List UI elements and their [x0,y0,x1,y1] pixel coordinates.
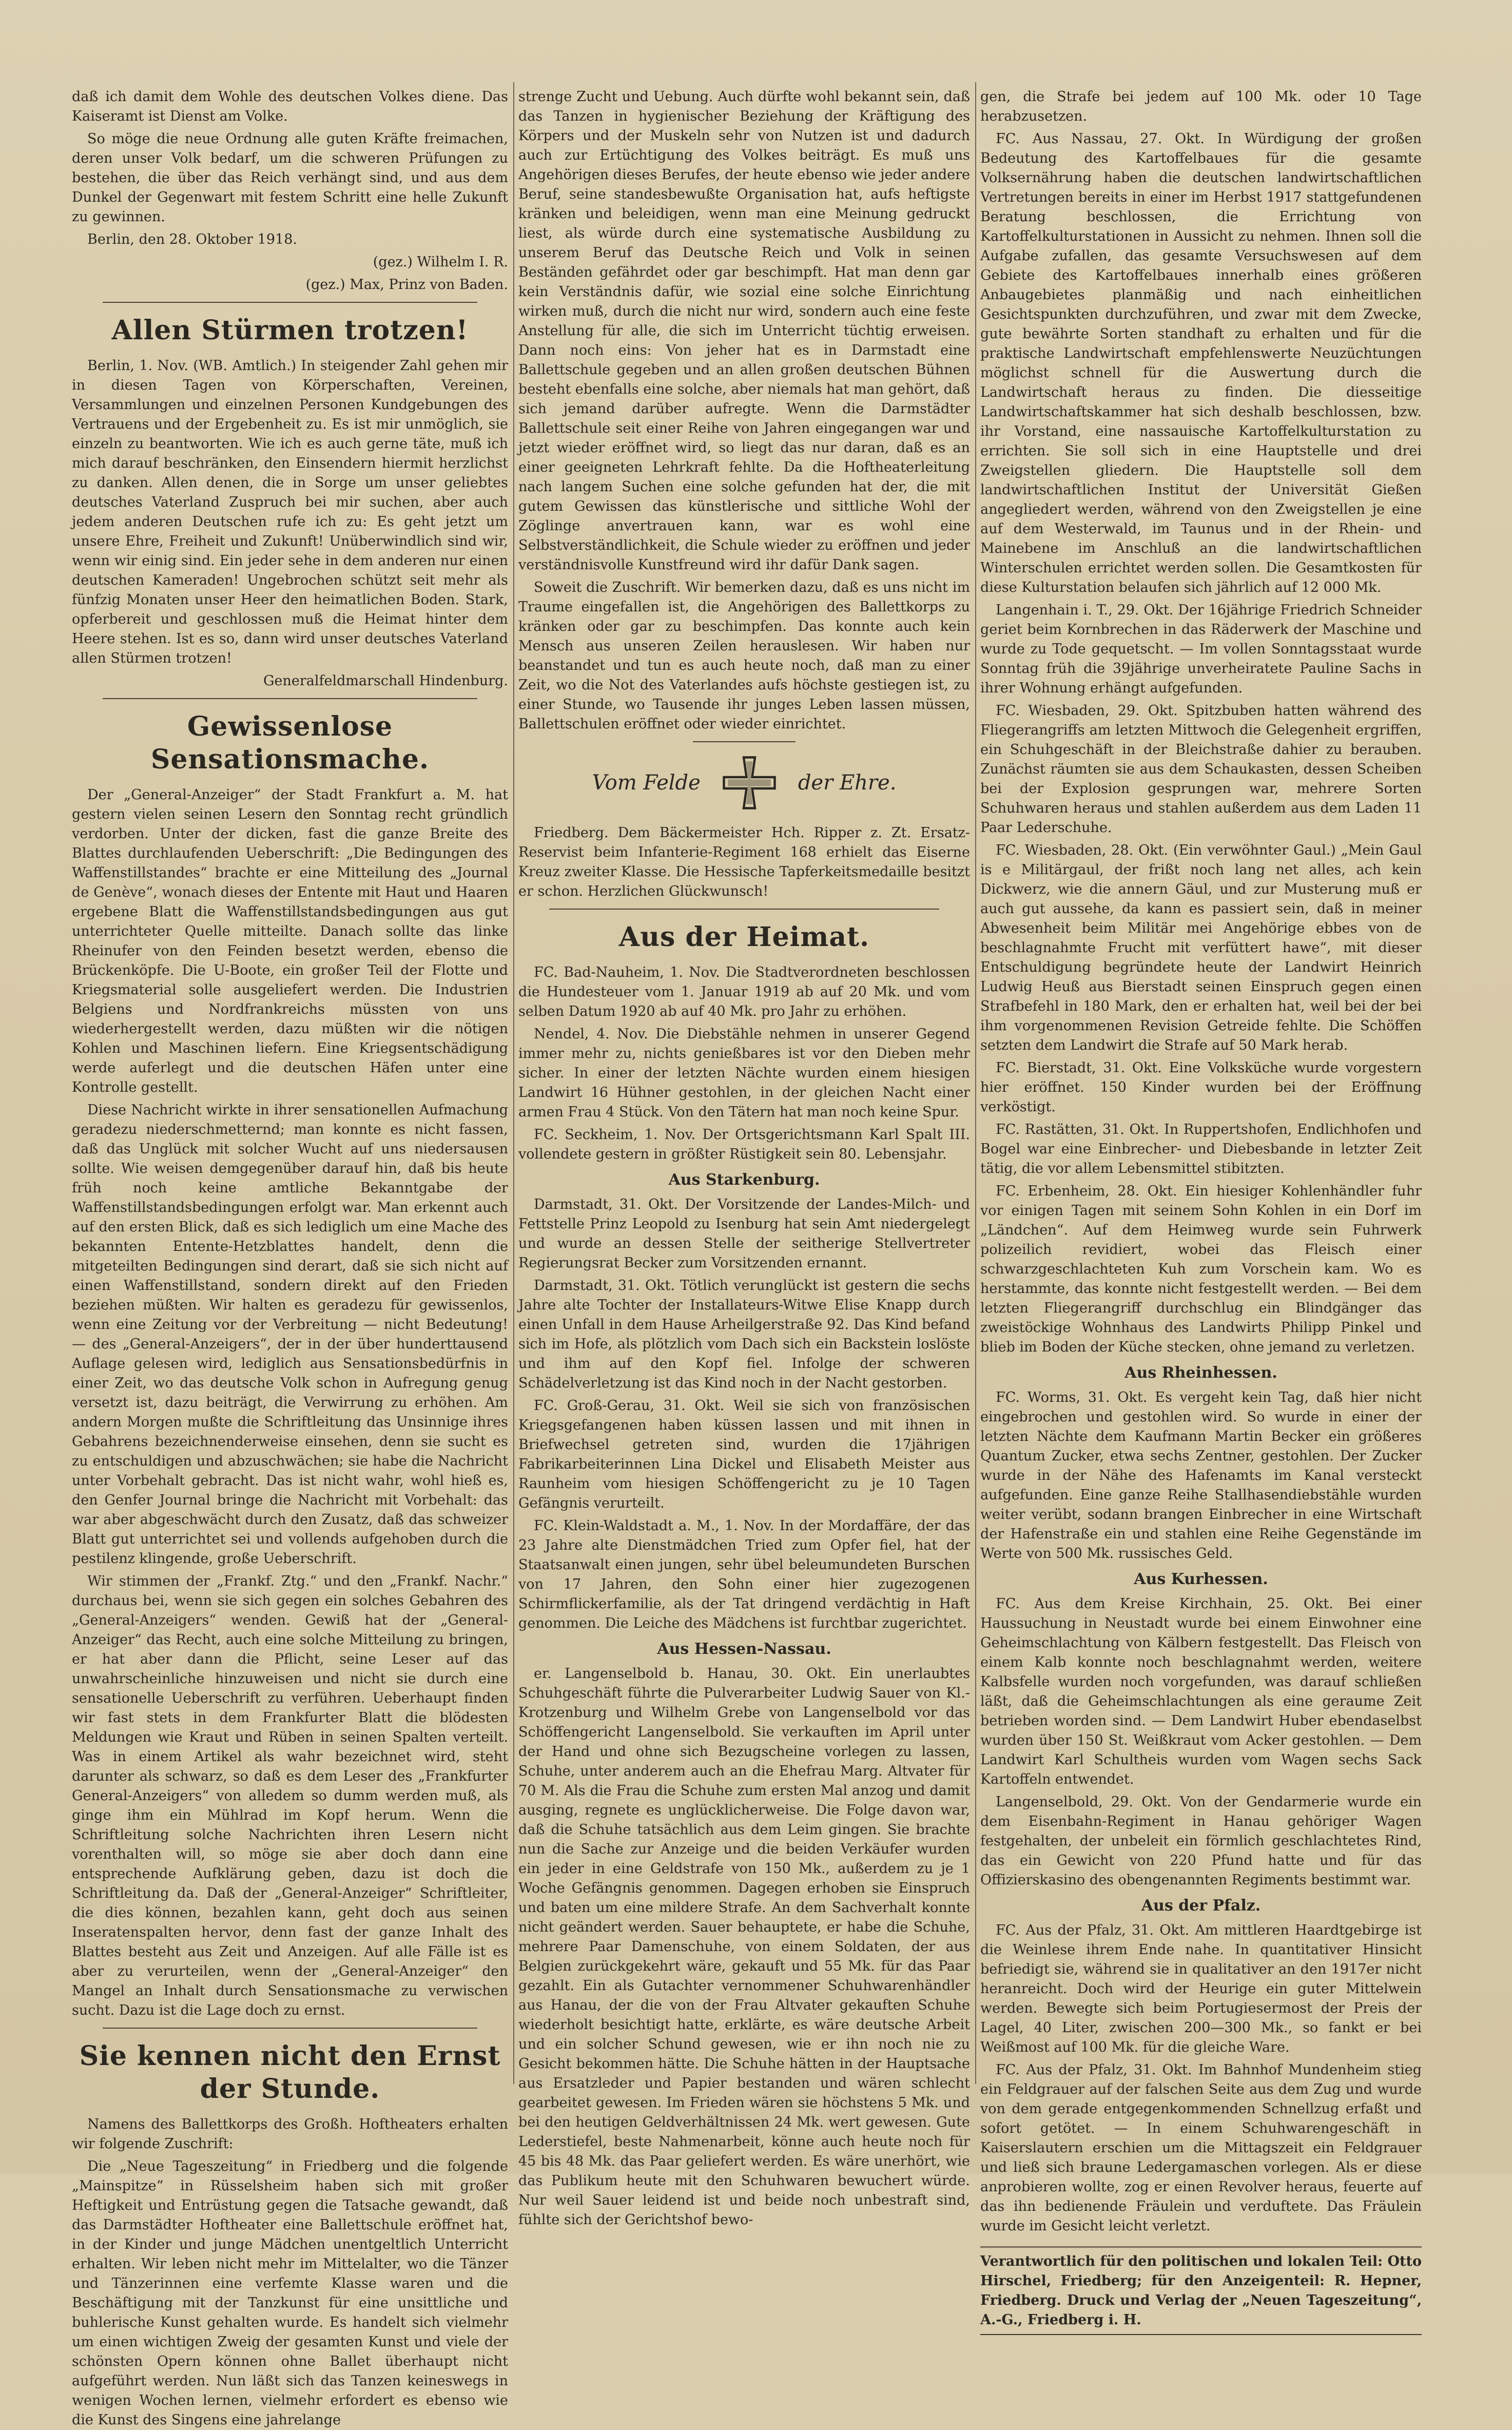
divider [103,302,477,303]
news-item: Darmstadt, 31. Okt. Der Vorsitzende der Landes-Milch- und Fettstelle Prinz Leopold zu Isenburg hat sein Amt niedergelegt und wurde an dessen Stelle der seitherige Stellvertreter Regierungsrat Becker zum Vorsitzenden ernannt. [518,1197,970,1271]
proclamation-text: So möge die neue Ordnung alle guten Kräfte freimachen, deren unser Volk bedarf, um die schweren Prüfungen zu bestehen, die über das Reich verhängt sind, und aus dem Dunkel der Gegenwart mit festem Schritt eine helle Zukunft zu gewinnen. [72,131,508,225]
divider [549,909,939,910]
news-item: er. Langenselbold b. Hanau, 30. Okt. Ein unerlaubtes Schuhgeschäft führte die Pulverarbeiter Ludwig Sauer von Kl.-Krotzenburg und Wilhelm Grebe von Langenselbold vor das Schöffengericht Langenselbold. Sie verkauften im April unter der Hand und ohne sich Bezugscheine vorlegen zu lassen, Schuhe, unter anderem auch an die Ehefrau Marg. Altvater für 70 M. Als die Frau die Schuhe zum ersten Mal anzog und damit ausging, regnete es unglücklicherweise. Die Folge davon war, daß die Schuhe tatsächlich aus dem Leim gingen. Sie brachte nun die Sache zur Anzeige und die beiden Verkäufer wurden ein jeder in eine Geldstrafe von 150 Mk., außerdem zu je 1 Woche Gefängnis genommen. Dagegen erhoben sie Einspruch und baten um eine mildere Strafe. An dem Sachverhalt konnte nicht geändert werden. Sauer behauptete, er habe die Schuhe, mehrere Paar Damenschuhe, von einem Soldaten, der aus Belgien zurückgekehrt wäre, gekauft und 55 Mk. für das Paar gezahlt. Ein als Gutachter vernommener Schuhwarenhändler aus Hanau, der die von der Frau Altvater gekauften Schuhe wiederholt besichtigt hatte, erklärte, es wäre deutsche Arbeit und ein solcher Schund gewesen, wie er ihn noch nie zu Gesicht bekommen hätte. Die Schuhe hätten in der Hauptsache aus Ersatzleder und Papier bestanden und wären schlecht gearbeitet gewesen. Im Frieden wären sie höchstens 5 Mk. und bei den heutigen Geldverhältnissen 24 Mk. wert gewesen. Gute Lederstiefel, beste Nahmenarbeit, könne auch heute noch für 45 bis 48 Mk. das Paar geliefert werden. Es wäre unerhört, wie das Publikum heute mit den Schuhwaren bewuchert würde. Nur weil Sauer leidend ist und beide noch unbestraft sind, fühlte sich der Gerichtshof bewo- [518,1666,970,2228]
news-item: gen, die Strafe bei jedem auf 100 Mk. oder 10 Tage herabzusetzen. [980,89,1422,124]
dateline: Berlin, den 28. Oktober 1918. [87,232,297,247]
imprint: Verantwortlich für den politischen und lokalen Teil: Otto Hirschel, Friedberg; für den Anzeigenteil: R. Hepner, Friedberg. Druck und Verlag der „Neuen Tageszeitung“, A.-G., Friedberg i. H. [980,2246,1422,2335]
headline-sensationsmache: Gewissenlose Sensationsmache. [150,711,430,775]
news-item: FC. Bierstadt, 31. Okt. Eine Volksküche wurde vorgestern hier eröffnet. 150 Kinder wurden bei der Eröffnung verköstigt. [980,1060,1422,1115]
news-item: FC. Worms, 31. Okt. Es vergeht kein Tag, daß hier nicht eingebrochen und gestohlen wird. So wurde in einer der letzten Nächte dem Kaufmann Martin Becker ein größeres Quantum Zucker, etwa sechs Zentner, gestohlen. Der Zucker wurde in der Nähe des Hafenamts im Kanal versteckt aufgefunden. Eine ganze Reihe Stallhasendiebstähle wurden weiter verübt, sodann brangen Einbrecher in eine Wirtschaft der Hafenstraße ein und stahlen eine Reihe Gegenstände im Werte von 500 Mk. russisches Geld. [980,1390,1422,1561]
news-item: FC. Aus dem Kreise Kirchhain, 25. Okt. Bei einer Haussuchung in Neustadt wurde bei einem Einwohner eine Geheimschlachtung von Kälbern festgestellt. Das Fleisch von einem Kalb konnte noch beschlagnahmt werden, weitere Kalbsfelle wurden noch vorgefunden, was darauf schließen läßt, daß die Geheimschlachtungen als eine geraume Zeit betrieben worden sind. — Dem Landwirt Huber ebendaselbst wurden über 150 St. Weißkraut vom Acker gestohlen. — Dem Landwirt Karl Schultheis wurden vom Wagen sechs Sack Kartoffeln entwendet. [980,1596,1422,1787]
column-divider [513,82,514,2084]
section-header-ehre [518,755,970,811]
divider [693,741,796,742]
news-item: FC. Aus der Pfalz, 31. Okt. Im Bahnhof Mundenheim stieg ein Feldgrauer auf der falschen Seite aus dem Zug und wurde von dem gerade entgegenkommenden Schnellzug erfaßt und sofort getötet. — In einem Schuhwarengeschäft in Kaiserslautern erschien um die Mittagszeit ein Feldgrauer und ließ sich braune Ledergamaschen vorlegen. Als er diese anprobieren wollte, zog er einen Revolver heraus, feuerte auf das ihn bedienende Fräulein und verduftete. Das Fräulein wurde im Gesicht leicht verletzt. [980,2062,1422,2234]
column-divider [975,82,976,2084]
news-item: Nendel, 4. Nov. Die Diebstähle nehmen in unserer Gegend immer mehr zu, nichts genießbares ist vor den Dieben mehr sicher. In einer der letzten Nächte wurden einem hiesigen Landwirt 16 Hühner gestohlen, in der gleichen Nacht einer armen Frau 4 Stück. Von den Tätern hat man noch keine Spur. [518,1026,970,1120]
section-title-part: der Ehre. [798,771,897,795]
proclamation-text: daß ich damit dem Wohle des deutschen Volkes diene. Das Kaiseramt ist Dienst am Volke. [72,89,508,124]
subheading: Aus Kurhessen. [1134,1570,1268,1588]
subheading: Aus der Pfalz. [1141,1897,1261,1915]
subheading: Aus Hessen-Nassau. [657,1640,831,1658]
news-item: FC. Bad-Nauheim, 1. Nov. Die Stadtverordneten beschlossen die Hundesteuer vom 1. Januar 1919 ab auf 20 Mk. und vom selben Datum 1920 ab auf 40 Mk. pro Jahr zu erhöhen. [518,965,970,1019]
news-item: FC. Rastätten, 31. Okt. In Ruppertshofen, Endlichhofen und Bogel war eine Einbrecher- und Diebesbande in letzter Zeit tätig, die vor allem Lebensmittel stibitzten. [980,1122,1422,1177]
article-text: Soweit die Zuschrift. Wir bemerken dazu, daß es uns nicht im Traume eingefallen ist, die Angehörigen des Ballettkorps zu kränken oder gar zu beschimpfen. Das konnte auch kein Mensch aus unseren Zeilen herauslesen. Wir haben nur beanstandet und tun es auch heute noch, daß man zu einer Zeit, wo die Not des Vaterlandes aufs höchste gestiegen ist, zu einer Stunde, wo Tausende ihr junges Leben lassen müssen, Ballettschulen eröffnet oder wieder einrichtet. [518,580,970,732]
divider [103,698,477,699]
article-text: Diese Nachricht wirkte in ihrer sensationellen Aufmachung geradezu niederschmetternd; man konnte es nicht fassen, daß das Unglück mit solcher Wucht auf uns niedersausen sollte. Wie weisen demgegenüber darauf hin, daß bis heute früh noch keine amtliche Bekanntgabe der Waffenstillstandsbedingungen erfolgt war. Man erkennt auch auf den ersten Blick, daß es sich lediglich um eine Mache des bekannten Entente-Hetzblattes handelt, denn die mitgeteilten Bedingungen sind derart, daß sie sich nicht auf einen Waffenstillstand, sondern direkt auf den Frieden beziehen müßten. Wir halten es geradezu für gewissenlos, wenn eine Zeitung vor der Verbreitung — nicht Bedeutung! — des „General-Anzeigers“, der in der über hunderttausend Auflage gelesen wird, lediglich aus Sensationsbedürfnis in einer Zeit, wo das deutsche Volk schon in Aufregung genug versetzt ist, dazu beiträgt, die Verwirrung zu erhöhen. Am andern Morgen mußte die Schriftleitung das Unsinnige ihres Gebahrens bezeichnenderweise einsehen, denn sie sucht es zu entschuldigen und abzuschwächen; sie habe die Nachricht unter Vorbehalt gebracht. Das ist nicht wahr, wohl hieß es, den Genfer Journal bringe die Nachricht mit Vorbehalt: das war aber abgeschwächt durch den Zusatz, daß das schweizer Blatt gut unterrichtet sei und vollends aufgehoben durch die pestilenz klingende, große Ueberschrift. [72,1102,508,1567]
news-item: Darmstadt, 31. Okt. Tötlich verunglückt ist gestern die sechs Jahre alte Tochter der Installateurs-Witwe Elise Knapp durch einen Unfall in dem Hause Arheilgerstraße 92. Das Kind befand sich im Hofe, als plötzlich vom Dach sich ein Backstein loslöste und ihm auf den Kopf fiel. Infolge der schweren Schädelverletzung ist das Kind noch in der Nacht gestorben. [518,1278,970,1391]
news-item: FC. Klein-Waldstadt a. M., 1. Nov. In der Mordaffäre, der das 23 Jahre alte Dienstmädchen Tried zum Opfer fiel, hat der Staatsanwalt einen jungen, sehr übel beleumundeten Burschen von 17 Jahren, den Sohn einer hier zugezogenen Schirmflickerfamilie, als der Tat dringend verdächtig in Haft genommen. Die Leiche des Mädchens ist furchtbar zugerichtet. [518,1518,970,1631]
article-text: Namens des Ballettkorps des Großh. Hoftheaters erhalten wir folgende Zuschrift: [72,2116,508,2152]
headline-heimat: Aus der Heimat. [618,921,870,953]
article-text: strenge Zucht und Uebung. Auch dürfte wohl bekannt sein, daß das Tanzen in hygienischer Beziehung der Kräftigung des Körpers und der Muskeln sehr von Nutzen ist und dadurch auch zur Ertüchtigung des Volkes beiträgt. Es muß uns Angehörigen dieses Berufes, der heute ebenso wie jeder andere Beruf, seine standesbewußte Organisation hat, aufs heftigste kränken und beleidigen, wenn man eine Meinung gedruckt liest, als würde durch eine systematische Ausbildung zu unserem Beruf das Deutsche Reich und Volk in seinen Beständen gefährdet oder gar beschimpft. Hat man denn gar kein Verständnis dafür, wie sozial eine solche Einrichtung wirken muß, durch die nicht nur wird, sondern auch eine feste Anstellung für alle, die sich im Unterricht tüchtig erweisen. Dann noch eins: Von jeher hat es in Darmstadt eine Ballettschule gegeben und an allen großen deutschen Bühnen besteht ebenfalls eine solche, aber niemals hat man gehört, daß sich jemand darüber aufregte. Wenn die Darmstädter Ballettschule seit einer Reihe von Jahren eingegangen war und jetzt wieder eröffnet wird, so liegt das nur daran, daß es an einer geeigneten Lehrkraft fehlte. Da die Hoftheaterleitung nach langem Suchen eine solche gefunden hat der, die mit gutem Gewissen das künstlerische und sittliche Wohl der Zöglinge anvertrauen kann, war es wohl eine Selbstverständlichkeit, die Schule wieder zu eröffnen und jeder verständnisvolle Kunstfreund wird ihr dafür Dank sagen. [518,89,970,573]
divider [103,2028,477,2029]
signature: (gez.) Max, Prinz von Baden. [305,277,508,293]
news-item: Langenselbold, 29. Okt. Von der Gendarmerie wurde ein dem Eisenbahn-Regiment in Hanau gehöriger Wagen festgehalten, der unbeleit ein förmlich geschlachtetes Rind, das ein Gewicht von 220 Pfund hatte und für das Offizierskasino des obengenannten Regiments bestimmt war. [980,1794,1422,1888]
signature: Generalfeldmarschall Hindenburg. [263,673,508,689]
article-text: Friedberg. Dem Bäckermeister Hch. Ripper z. Zt. Ersatz-Reservist beim Infanterie-Regiment 168 erhielt das Eiserne Kreuz zweiter Klasse. Die Hessische Tapferkeitsmedaille besitzt er schon. Herzlichen Glückwunsch! [518,825,970,899]
subheading: Aus Rheinhessen. [1125,1364,1277,1382]
iron-cross-icon [721,755,778,811]
headline-hindenburg: Allen Stürmen trotzen! [111,315,469,346]
signature: (gez.) Wilhelm I. R. [373,254,508,270]
subheading: Aus Starkenburg. [668,1171,820,1189]
news-item: FC. Seckheim, 1. Nov. Der Ortsgerichtsmann Karl Spalt III. vollendete gestern in größter Rüstigkeit sein 80. Lebensjahr. [518,1127,970,1162]
column-right [980,87,1422,2328]
news-item: FC. Aus der Pfalz, 31. Okt. Am mittleren Haardtgebirge ist die Weinlese ihrem Ende nahe. In quantitativer Hinsicht befriedigt sie, während sie in qualitativer an den 1917er nicht heranreicht. Doch wird der Heurige ein guter Mittelwein werden. Bewegte sich beim Portugiesermost der Preis der Lagel, 40 Liter, zwischen 200—300 Mk., so fankt er bei Weißmost auf 100 Mk. für die gleiche Ware. [980,1922,1422,2055]
article-text: Wir stimmen der „Frankf. Ztg.“ und den „Frankf. Nachr.“ durchaus bei, wenn sie sich gegen ein solches Gebahren des „General-Anzeigers“ wenden. Gewiß hat der „General-Anzeiger“ das Recht, auch eine solche Mitteilung zu bringen, er hat aber dann die Pflicht, seine Leser auf das unwahrscheinliche hinzuweisen und nicht sie durch eine sensationelle Ueberschrift zu verführen. Ueberhaupt finden wir fast stets in dem Frankfurter Blatt die blödesten Meldungen wie Kraut und Rüben in seinen Spalten verteilt. Was in einem Artikel als wahr bezeichnet wird, steht darunter als schwarz, so daß es dem Leser des „Frankfurter General-Anzeigers“ von alledem so dumm werden muß, als ginge ihm ein Mühlrad im Kopf herum. Wenn die Schriftleitung solche Nachrichten ihren Lesern nicht vorenthalten will, so möge sie aber doch dann eine entsprechende Aufklärung geben, dazu ist doch die Schriftleitung da. Daß der „General-Anzeiger“ Schriftleiter, die dies können, bezahlen kann, geht doch aus seinen Inseratenspalten hervor, denn fast der ganze Inhalt des Blattes besteht aus Zeit und Anzeigen. Auf alle Fälle ist es aber zu verurteilen, wenn der „General-Anzeiger“ den Mangel an Inhalt durch Sensationsmache zu verwischen sucht. Dazu ist die Lage doch zu ernst. [72,1573,508,2018]
news-item: FC. Groß-Gerau, 31. Okt. Weil sie sich von französischen Kriegsgefangenen haben küssen lassen und mit ihnen in Briefwechsel getreten sind, wurden die 17jährigen Fabrikarbeiterinnen Lina Dickel und Elisabeth Meister aus Raunheim vom hiesigen Schöffengericht zu je 10 Tagen Gefängnis verurteilt. [518,1398,970,1511]
news-item: FC. Wiesbaden, 28. Okt. (Ein verwöhnter Gaul.) „Mein Gaul is e Militärgaul, der frißt noch lang net alles, ach kein Dickwerz, wie die annern Gäul, und zur Musterung muß er auch gut aussehe, da kann es passiert sein, daß in meiner Abwesenheit beim Militär mei Angehörige ebbes von de beschlagnahmte Frucht mit verfüttert hawe“, mit dieser Entschuldigung begründete heute der Landwirt Heinrich Ludwig Heuß aus Bierstadt seinen Einspruch gegen einen Strafbefehl in 180 Mark, den er erhalten hat, weil bei der bei ihm vorgenommenen Revision Getreide fehlte. Die Schöffen setzten dem Landwirt die Strafe auf 50 Mark herab. [980,842,1422,1053]
article-text: Berlin, 1. Nov. (WB. Amtlich.) In steigender Zahl gehen mir in diesen Tagen von Körperschaften, Vereinen, Versammlungen und einzelnen Personen Kundgebungen des Vertrauens und der Ergebenheit zu. Es ist mir unmöglich, sie einzeln zu beantworten. Wie ich es auch gerne täte, muß ich mich darauf beschränken, den Einsendern hiermit herzlichst zu danken. Allen denen, die in Sorge um unser geliebtes deutsches Vaterland Zuspruch bei mir suchen, aber auch jedem anderen Deutschen rufe ich zu: Es geht jetzt um unsere Ehre, Freiheit und Zukunft! Unüberwindlich sind wir, wenn wir einig sind. Ein jeder sehe in dem anderen nur einen deutschen Kameraden! Ungebrochen schützt seit mehr als fünfzig Monaten unser Heer den heimatlichen Boden. Stark, opferbereit und geschlossen muß die Heimat hinter dem Heere stehen. Ist es so, dann wird unser deutsches Vaterland allen Stürmen trotzen! [72,358,508,666]
news-item: FC. Wiesbaden, 29. Okt. Spitzbuben hatten während des Fliegerangriffs am letzten Mittwoch die Gelegenheit ergriffen, ein Schuhgeschäft in der Bleichstraße dahier zu berauben. Zunächst räumten sie aus dem Schaukasten, dessen Scheiben bei der Explosion gesprungen war, mehrere Sorten Schuhwaren heraus und stahlen außerdem aus dem Laden 11 Paar Lederschuhe. [980,703,1422,836]
headline-ernst-der-stunde: Sie kennen nicht den Ernst der Stunde. [79,2040,501,2105]
column-middle [518,87,970,2228]
news-item: FC. Erbenheim, 28. Okt. Ein hiesiger Kohlenhändler fuhr vor einigen Tagen mit seinem Sohn Kohlen in ein Dorf im „Ländchen“. Auf dem Heimweg wurde sein Fuhrwerk polizeilich revidiert, wobei das Fleisch einer schwarzgeschlachteten Kuh zum Vorschein kam. Wo es herstammte, das konnte nicht festgestellt werden. — Bei dem letzten Fliegerangriff durchschlug ein Blindgänger das zweistöckige Wohnhaus des Landwirts Philipp Pinkel und blieb im Boden der Küche stecken, ohne jemand zu verletzen. [980,1183,1422,1355]
article-text: Die „Neue Tageszeitung“ in Friedberg und die folgende „Mainspitze“ in Rüsselsheim haben sich mit großer Heftigkeit und Entrüstung gegen die Tatsache gewandt, daß das Darmstädter Hoftheater eine Ballettschule eröffnet hat, in der Kinder und junge Mädchen unentgeltlich Unterricht erhalten. Wir leben nicht mehr im Mittelalter, wo die Tänzer und Tänzerinnen eine verfemte Klasse waren und die Beschäftigung mit der Tanzkunst für eine unsittliche und buhlerische Kunst gehalten wurde. Es handelt sich vielmehr um einen wichtigen Zweig der gesamten Kunst und viele der schönsten Opern können ohne Ballet überhaupt nicht aufgeführt werden. Nun läßt sich das Tanzen keineswegs in wenigen Wochen lernen, vielmehr erfordert es ebenso wie die Kunst des Singens eine jahrelange [72,2158,508,2428]
article-text: Der „General-Anzeiger“ der Stadt Frankfurt a. M. hat gestern vielen seinen Lesern den Sonntag recht gründlich verdorben. Unter der dicken, fast die ganze Breite des Blattes durchlaufenden Ueberschrift: „Die Bedingungen des Waffenstillstandes“ brachte er eine Mitteilung des „Journal de Genève“, wonach dieses der Entente mit Haut und Haaren ergebene Blatt die Waffenstillstandsbedingungen aus gut unterrichteter Quelle mitteilte. Danach sollte das linke Rheinufer von den Feinden besetzt werden, ebenso die Brückenköpfe. Die U-Boote, ein großer Teil der Flotte und Kriegsmaterial solle ausgeliefert werden. Die Industrien Belgiens und Nordfrankreichs müssten von uns wiederhergestellt werden, dazu müßten wir die nötigen Kohlen und Maschinen liefern. Eine Kriegsentschädigung werde auferlegt und die deutschen Häfen unter eine Kontrolle gestellt. [72,787,508,1095]
news-item: FC. Aus Nassau, 27. Okt. In Würdigung der großen Bedeutung des Kartoffelbaues für die gesamte Volksernährung haben die deutschen landwirtschaftlichen Vertretungen bereits in einer im Herbst 1917 stattgefundenen Beratung beschlossen, die Errichtung von Kartoffelkulturstationen in Aussicht zu nehmen. Ihnen soll die Aufgabe zufallen, das gesamte Versuchswesen auf dem Gebiete des Kartoffelbaues innerhalb eines größeren Anbaugebietes planmäßig und nach einheitlichen Gesichtspunkten durchzuführen, und zwar mit dem Zwecke, gute bewährte Sorten standhaft zu erhalten und für die praktische Landwirtschaft empfehlenswerte Neuzüchtungen möglichst schnell für die Auswertung durch die Landwirtschaft heraus zu finden. Die diesseitige Landwirtschaftskammer hat sich deshalb beschlossen, bzw. ihr Vorstand, eine nassauische Kartoffelkulturstation zu errichten. Sie soll sich in eine Hauptstelle und drei Zweigstellen gliedern. Die Hauptstelle soll dem landwirtschaftlichen Institut der Universität Gießen angegliedert werden, während von den Zweigstellen je eine auf dem Westerwald, im Taunus und in der Rhein- und Mainebene im Anschluß an die landwirtschaftlichen Winterschulen errichtet werden sollen. Die Gesamtkosten für diese Kulturstation belaufen sich jährlich auf 12 000 Mk. [980,131,1422,595]
section-title-part: Vom Felde [592,771,701,795]
column-left [72,87,508,2428]
news-item: Langenhain i. T., 29. Okt. Der 16jährige Friedrich Schneider geriet beim Kornbrechen in das Räderwerk der Maschine und wurde zu Tode gequetscht. — Im vollen Sonntagsstaat wurde Sonntag früh die 39jährige unverheiratete Pauline Sachs in ihrer Wohnung erhängt aufgefunden. [980,602,1422,696]
